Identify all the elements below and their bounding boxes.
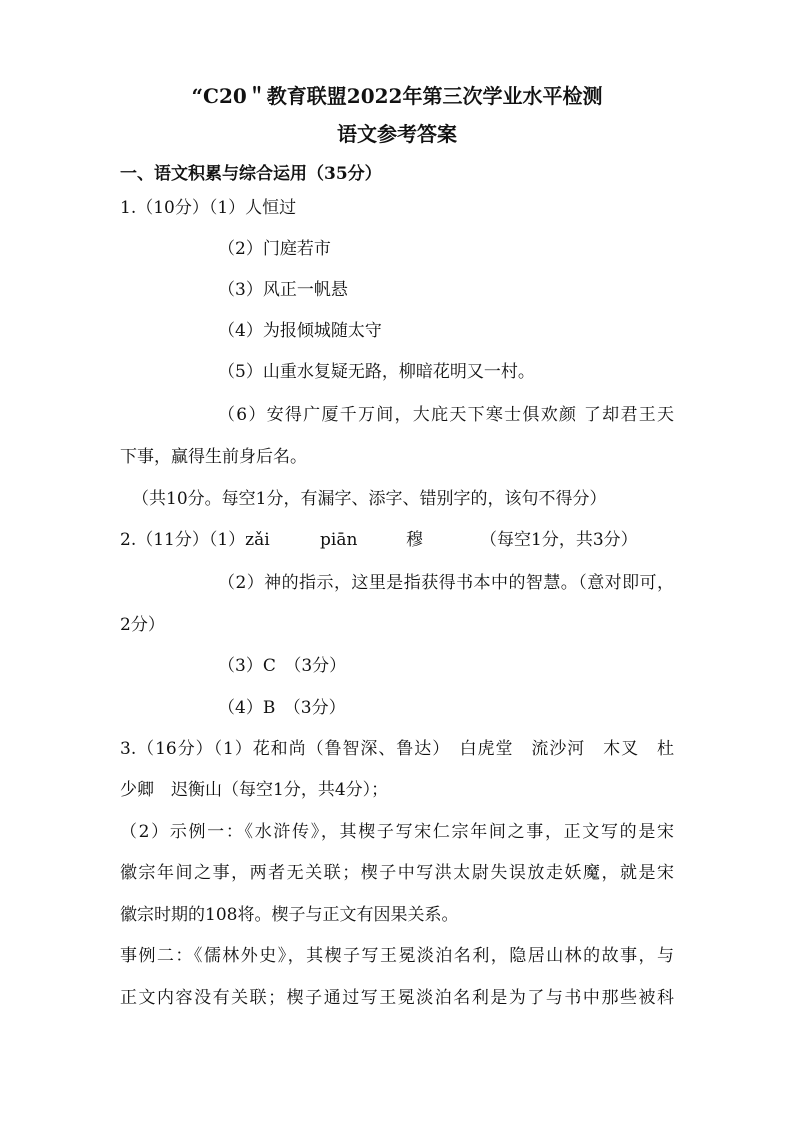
q1-answer-2: （2）门庭若市 [218,239,331,259]
q3-example1-line1: （2）示例一：《水浒传》，其楔子写宋仁宗年间之事，正文写的是宋 [120,822,674,842]
q2-answer-2-line2: 2分） [120,615,165,635]
q2-head: 2.（11分）（1）zǎi [120,530,270,550]
q3-example1-line2: 徽宗年间之事，两者无关联；楔子中写洪太尉失误放走妖魔，就是宋 [120,863,674,883]
q3-example1-line3: 徽宗时期的108将。楔子与正文有因果关系。 [120,905,459,925]
section-heading: 一、语文积累与综合运用（35分） [120,164,382,184]
q1-answer-6-line2: 下事，赢得生前身后名。 [120,447,307,467]
q2-pinyin-2: piān [320,530,358,550]
q1-answer-5: （5）山重水复疑无路，柳暗花明又一村。 [218,362,535,382]
q1-answer-6-line1: （6）安得广厦千万间，大庇天下寒士俱欢颜 了却君王天 [218,405,674,425]
q3-example2-line2: 正文内容没有关联；楔子通过写王冕淡泊名利是为了与书中那些被科 [120,988,674,1008]
q1-scoring-note: （共10分。每空1分，有漏字、添字、错别字的，该句不得分） [132,489,607,509]
document-subtitle: 语文参考答案 [337,122,457,146]
q1-answer-4: （4）为报倾城随太守 [218,321,382,341]
q3-line1: 3.（16分）（1）花和尚（鲁智深、鲁达） 白虎堂 流沙河 木叉 杜 [120,739,674,759]
q2-score-1: （每空1分，共3分） [480,530,638,550]
q1-answer-3: （3）风正一帆悬 [218,280,348,300]
q2-answer-2-line1: （2）神的指示，这里是指获得书本中的智慧。（意对即可， [218,573,674,593]
q2-answer-3: （3）C （3分） [218,656,347,676]
q2-char-3: 穆 [406,530,423,550]
q2-answer-4: （4）B （3分） [218,698,346,718]
q3-line2: 少卿 迟衡山（每空1分，共4分）； [120,780,389,800]
q3-example2-line1: 事例二：《儒林外史》，其楔子写王冕淡泊名利，隐居山林的故事，与 [120,946,674,966]
q1-head: 1.（10分）（1）人恒过 [120,198,297,218]
document-title: “C20＂教育联盟2022年第三次学业水平检测 [191,84,603,108]
